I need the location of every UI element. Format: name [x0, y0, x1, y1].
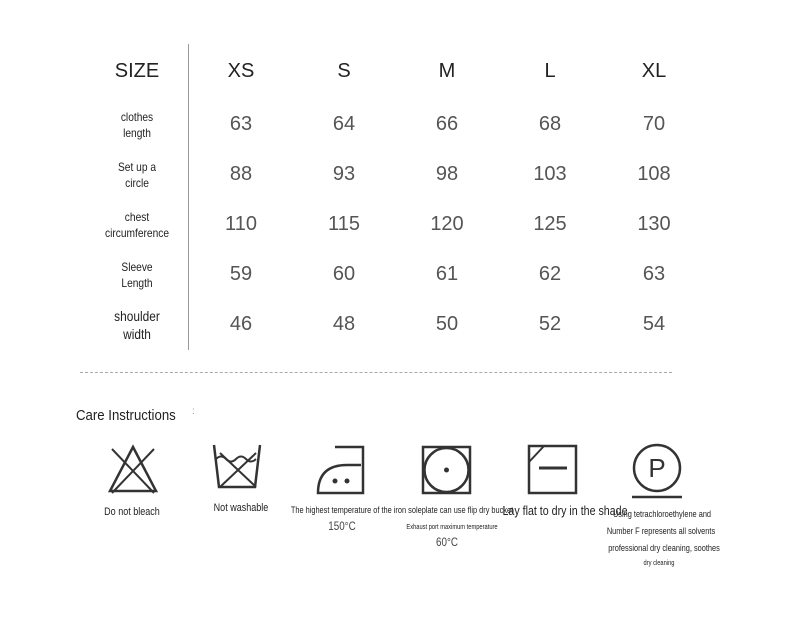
row-label-line: chest	[124, 210, 150, 224]
row-label-line: Set up a	[118, 160, 156, 174]
caption-dry-flat: Lay flat to dry in the shade	[502, 503, 628, 518]
table-cell: 62	[538, 263, 562, 285]
header-l: L	[544, 60, 556, 82]
iron-temp: 150°C	[328, 519, 356, 533]
table-cell: 70	[642, 113, 666, 135]
table-cell: 66	[435, 113, 459, 135]
row-label	[121, 259, 152, 291]
caption-no-wash: Not washable	[213, 502, 269, 514]
row-label-line: Sleeve	[121, 260, 153, 274]
table-cell: 63	[229, 113, 253, 135]
table-cell: 110	[225, 213, 257, 235]
tumble-temp: 60°C	[436, 535, 458, 549]
row-label-line: clothes	[120, 110, 154, 124]
row-label-line: Length	[121, 276, 153, 290]
caption-iron: The highest temperature of the iron soleplate can use flip dry bucket	[290, 505, 514, 515]
table-cell: 103	[533, 163, 567, 185]
caption-no-bleach: Do not bleach	[104, 506, 160, 518]
caption-dry-clean-4: dry cleaning	[643, 560, 675, 567]
tumble-dry-icon	[421, 443, 473, 495]
header-size: SIZE	[114, 60, 160, 82]
table-cell: 60	[332, 263, 356, 285]
caption-dry-clean-3: professional dry cleaning, soothes	[608, 543, 720, 553]
table-cell: 63	[642, 263, 666, 285]
header-s: S	[337, 60, 351, 82]
table-cell: 59	[229, 263, 253, 285]
row-label	[118, 159, 156, 191]
caption-dry-clean-2: Number F represents all solvents	[606, 526, 716, 536]
row-label-line: circle	[125, 176, 149, 190]
table-cell: 115	[328, 213, 360, 235]
table-cell: 98	[435, 163, 459, 185]
colon-mark: :	[192, 406, 195, 417]
table-cell: 64	[332, 113, 356, 135]
caption-tumble-dry: Exhaust port maximum temperature	[406, 524, 498, 531]
table-cell: 50	[435, 313, 459, 335]
table-cell: 54	[642, 313, 666, 335]
table-cell: 93	[332, 163, 356, 185]
row-label-line: width	[123, 326, 151, 342]
table-cell: 48	[332, 313, 356, 335]
no-wash-icon	[210, 443, 264, 491]
table-cell: 108	[637, 163, 671, 185]
header-xl: XL	[641, 60, 667, 82]
table-cell: 68	[538, 113, 562, 135]
dry-flat-shade-icon	[527, 443, 579, 495]
dashed-divider	[80, 372, 672, 373]
table-cell: 61	[435, 263, 459, 285]
dry-clean-p-icon	[630, 443, 684, 501]
row-label	[114, 307, 160, 343]
no-bleach-icon	[106, 443, 160, 495]
table-cell: 52	[538, 313, 562, 335]
table-cell: 46	[229, 313, 253, 335]
caption-dry-clean-1: Using tetrachloroethylene and	[612, 509, 712, 519]
row-label-line: shoulder	[114, 308, 160, 324]
header-xs: XS	[227, 60, 255, 82]
column-divider	[188, 44, 189, 350]
row-label-line: length	[123, 126, 151, 140]
row-label	[105, 209, 169, 241]
table-cell: 88	[229, 163, 253, 185]
table-cell: 120	[430, 213, 464, 235]
table-cell: 130	[637, 213, 671, 235]
row-label	[121, 109, 153, 141]
row-label-line: circumference	[104, 226, 170, 240]
iron-icon	[315, 443, 369, 497]
care-title: Care Instructions	[76, 407, 176, 424]
table-cell: 125	[533, 213, 567, 235]
header-m: M	[438, 60, 456, 82]
svg-text:P: P	[648, 453, 666, 483]
